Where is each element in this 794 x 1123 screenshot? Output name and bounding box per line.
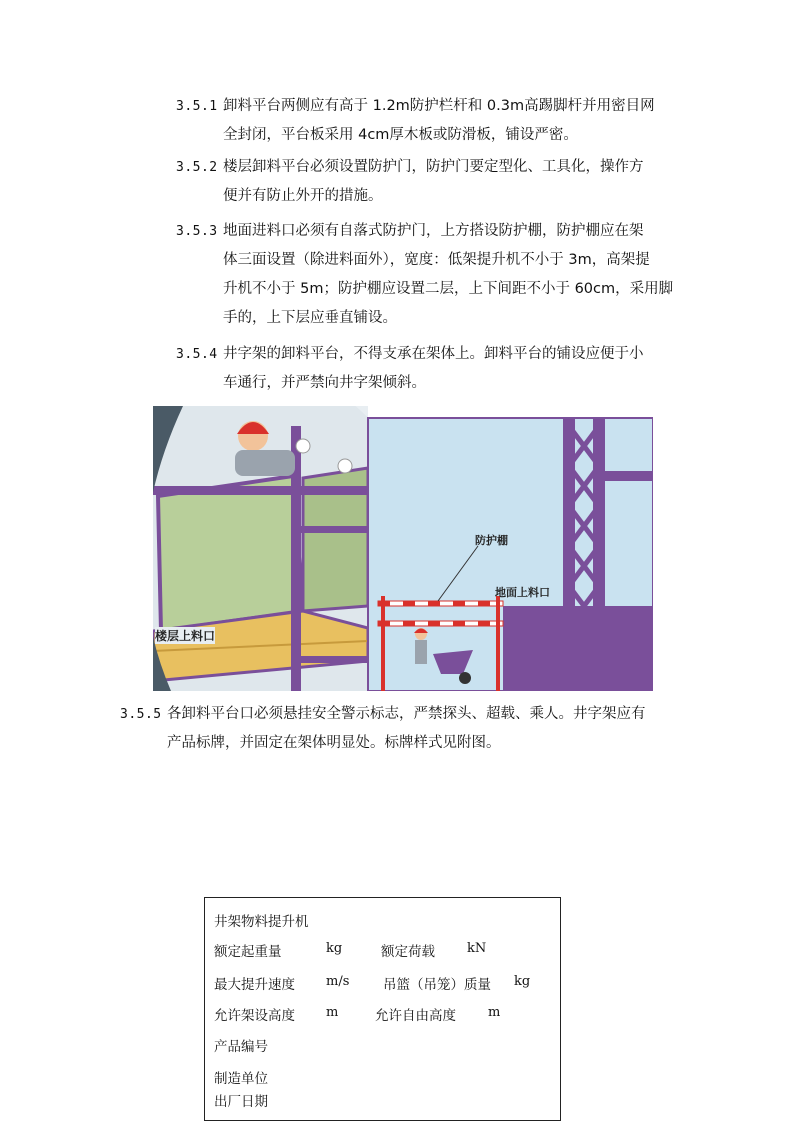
max-speed-unit: m/s [326, 974, 350, 989]
clause-number: 3.5.5 [120, 707, 162, 722]
rated-lift-label: 额定起重量 [214, 944, 282, 960]
label-ground-entrance: 地面上料口 [495, 586, 550, 599]
clause-number: 3.5.4 [176, 347, 218, 362]
serial-label: 产品编号 [214, 1039, 268, 1055]
label-protective-shed: 防护棚 [475, 534, 508, 547]
cage-mass-unit: kg [514, 974, 531, 989]
clause-line: 便并有防止外开的措施。 [223, 188, 383, 204]
nameplate-title: 井架物料提升机 [214, 914, 309, 930]
clause-line: 车通行，并严禁向井字架倾斜。 [223, 375, 426, 391]
clause-line: 手的，上下层应垂直铺设。 [223, 310, 397, 326]
label-floor-entrance: 楼层上料口 [155, 629, 216, 643]
clause-line: 各卸料平台口必须悬挂安全警示标志，严禁探头、超载、乘人。井字架应有 [167, 706, 646, 722]
free-height-unit: m [488, 1005, 501, 1020]
clause-line: 卸料平台两侧应有高于 1.2m防护栏杆和 0.3m高踢脚杆并用密目网 [223, 98, 655, 114]
clause-line: 升机不小于 5m；防护棚应设置二层，上下间距不小于 60cm，采用脚 [223, 281, 674, 297]
clause-line: 地面进料口必须有自落式防护门，上方搭设防护棚，防护棚应在架 [223, 223, 644, 239]
clause-line: 体三面设置（除进料面外），宽度：低架提升机不小于 3m，高架提 [223, 252, 650, 268]
illustration-drawing [153, 406, 653, 691]
free-height-label: 允许自由高度 [375, 1008, 456, 1024]
rated-load-label: 额定荷载 [381, 944, 435, 960]
clause-line: 楼层卸料平台必须设置防护门，防护门要定型化、工具化，操作方 [223, 159, 644, 175]
safety-illustration [153, 406, 653, 691]
rated-load-unit: kN [467, 941, 487, 956]
erect-height-label: 允许架设高度 [214, 1008, 295, 1024]
ground-entrance-scene [368, 406, 653, 691]
date-label: 出厂日期 [214, 1094, 268, 1110]
clause-line: 井字架的卸料平台，不得支承在架体上。卸料平台的铺设应便于小 [223, 346, 644, 362]
product-nameplate [204, 897, 561, 1121]
clause-number: 3.5.2 [176, 160, 218, 175]
clause-number: 3.5.1 [176, 99, 218, 114]
rated-lift-unit: kg [326, 941, 343, 956]
clause-line: 产品标牌，并固定在架体明显处。标牌样式见附图。 [167, 735, 501, 751]
maker-label: 制造单位 [214, 1071, 268, 1087]
clause-line: 全封闭，平台板采用 4cm厚木板或防滑板，铺设严密。 [223, 127, 578, 143]
erect-height-unit: m [326, 1005, 339, 1020]
clause-number: 3.5.3 [176, 224, 218, 239]
cage-mass-label: 吊篮（吊笼）质量 [383, 977, 491, 993]
max-speed-label: 最大提升速度 [214, 977, 295, 993]
